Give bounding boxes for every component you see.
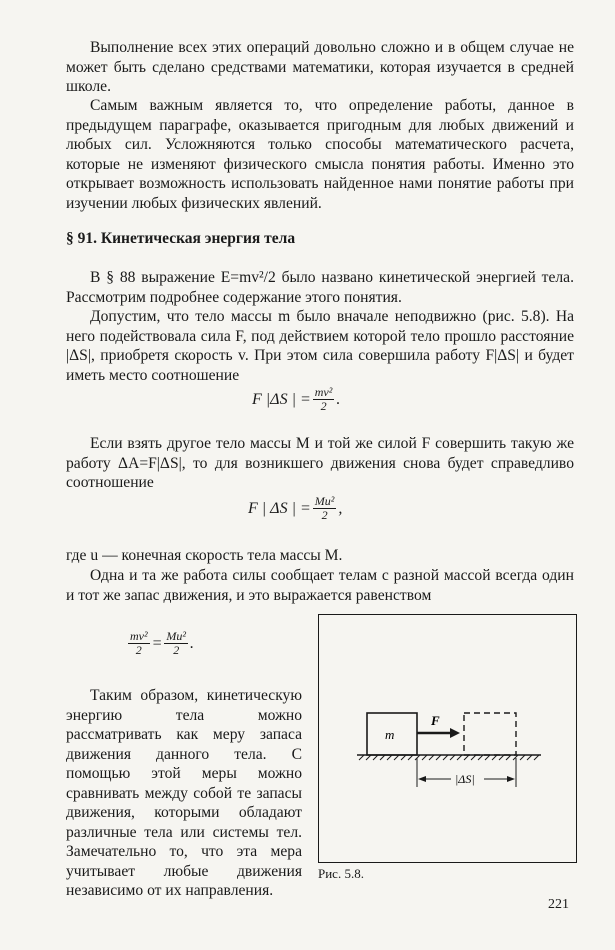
distance-arrowhead-left xyxy=(418,776,426,782)
formula-3-equals: = xyxy=(151,634,163,652)
formula-3-denominator-right: 2 xyxy=(173,643,180,657)
figure-caption: Рис. 5.8. xyxy=(318,866,364,881)
formula-1-left: F |ΔS | = xyxy=(252,390,311,408)
paragraph-6: где u — конечная скорость тела массы M. xyxy=(66,547,343,564)
formula-2-end: , xyxy=(338,499,343,517)
page-number: 221 xyxy=(548,897,569,912)
formula-3-numerator-left: mv² xyxy=(130,629,148,643)
figure-diagram xyxy=(319,615,576,862)
formula-3 xyxy=(126,630,194,657)
formula-3-fraction-right xyxy=(164,630,188,657)
formula-2-left: F | ΔS | = xyxy=(248,499,311,517)
displaced-block xyxy=(464,713,516,755)
paragraph-8: Таким образом, кинетическую энергию тела можно рассматривать как меру запаса движения данного тела. С помощью этой меры можно сравнивать между собой те запасы движения, которыми обладают различные тела или системы тел. Замечательно то, что эта мера учитывает любые движения независимо от их направления. xyxy=(66,687,302,899)
figure-5-8 xyxy=(318,614,577,863)
paragraph-4: Допустим, что тело массы m было вначале неподвижно (рис. 5.8). На него подействовала сила F, под действием которой тело прошло расстояние |ΔS|, приобретя скорость v. При этом сила совершила работу F|ΔS| и будет иметь место соотношение xyxy=(66,308,574,384)
section-heading: § 91. Кинетическая энергия тела xyxy=(66,230,296,247)
paragraph-7-intro xyxy=(66,566,574,605)
formula-1-numerator: mv² xyxy=(314,385,333,399)
distance-arrowhead-right xyxy=(507,776,515,782)
formula-3-fraction-left xyxy=(128,630,150,657)
distance-label: |ΔS| xyxy=(455,772,475,786)
force-label: F xyxy=(431,713,440,728)
formula-2-numerator: Mu² xyxy=(314,494,335,508)
paragraph-7: Одна и та же работа силы сообщает телам с разной массой всегда один и тот же запас движения, и это выражается равенством xyxy=(66,567,574,604)
mass-label: m xyxy=(385,727,395,742)
paragraph-5: Если взять другое тело массы M и той же силой F совершить такую же работу ΔA=F|ΔS|, то для возникшего движения снова будет справедливо соотношение xyxy=(66,435,574,491)
force-arrowhead xyxy=(450,728,460,738)
formula-1-denominator: 2 xyxy=(320,399,327,413)
formula-1-end: . xyxy=(336,390,341,408)
formula-3-numerator-right: Mu² xyxy=(166,629,186,643)
formula-2-fraction xyxy=(313,495,337,522)
formula-1 xyxy=(252,386,340,413)
formula-3-denominator-left: 2 xyxy=(135,643,142,657)
formula-1-fraction xyxy=(313,386,335,413)
paragraph-2: Самым важным является то, что определение работы, данное в предыдущем параграфе, оказывается пригодным для любых движений и любых сил. Усложняются только способы математического расчета, которые не изменяют физического смысла понятия работы. Именно это открывает возможность использовать найденное нами понятие работы при изучении любых физических явлений. xyxy=(66,97,574,212)
formula-2 xyxy=(248,495,342,522)
paragraph-1: Выполнение всех этих операций довольно сложно и в общем случае не может быть сделано средствами математики, которая изучается в средней школе. xyxy=(66,39,574,95)
formula-2-denominator: 2 xyxy=(321,508,328,522)
paragraph-3: В § 88 выражение E=mv²/2 было названо кинетической энергией тела. Рассмотрим подробнее содержание этого понятия. xyxy=(66,269,574,306)
formula-3-end: . xyxy=(189,634,194,652)
